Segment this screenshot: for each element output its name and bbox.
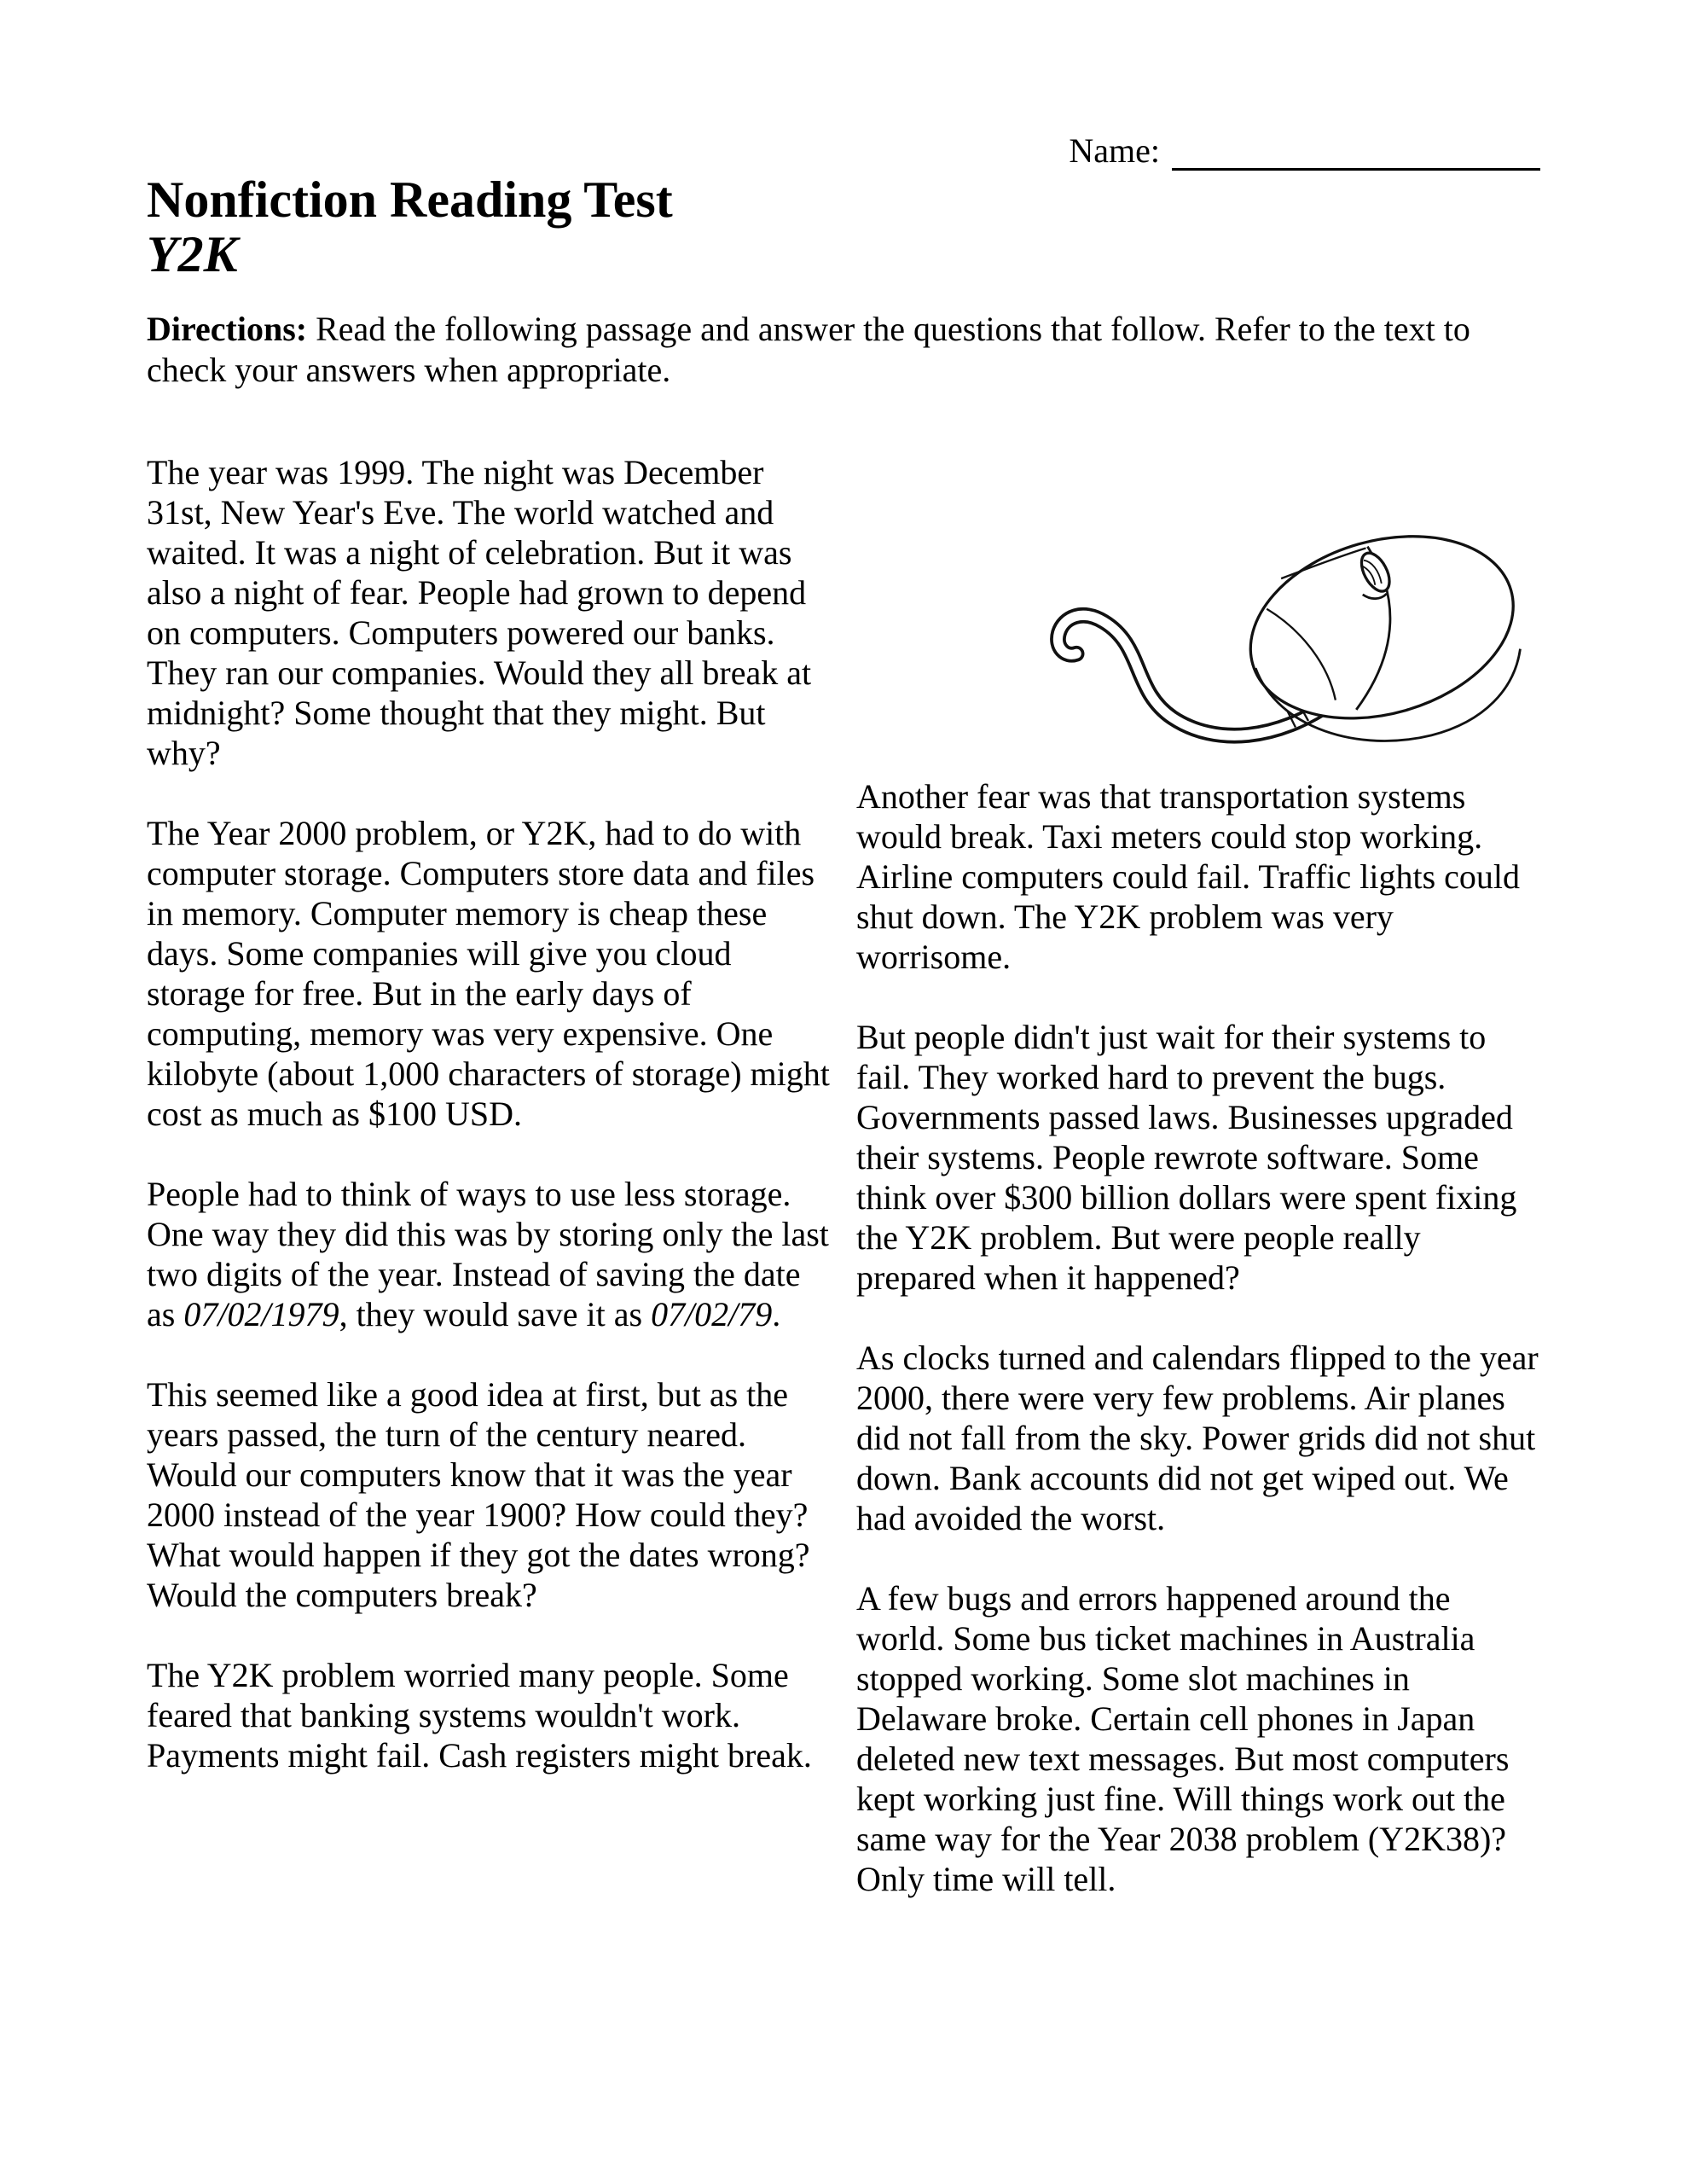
passage-paragraph: People had to think of ways to use less storage. One way they did this was by storing only the last two digits of the year. Instead of saving the date as 07/02/1979, they would save it as 07/02/79. xyxy=(147,1175,829,1333)
passage-paragraph: The Year 2000 problem, or Y2K, had to do with computer storage. Computers store data and files in memory. Computer memory is cheap these days. Some companies will give you cloud storage for free. But in the early days of computing, memory was very expensive. One kilobyte (about 1,000 characters of storage) might cost as much as $100 USD. xyxy=(147,814,830,1133)
directions-text: Read the following passage and answer the questions that follow. Refer to the text to check your answers when appropriate. xyxy=(147,310,1470,389)
passage-columns xyxy=(147,452,1540,1939)
passage-paragraph: The Y2K problem worried many people. Some feared that banking systems wouldn't work. Payments might fail. Cash registers might break. xyxy=(147,1656,812,1774)
name-input-line[interactable] xyxy=(1172,132,1540,171)
right-column-text xyxy=(856,776,1540,1899)
name-row xyxy=(147,126,1540,171)
left-column xyxy=(147,452,831,1939)
passage-paragraph: The year was 1999. The night was December 31st, New Year's Eve. The world watched and waited. It was a night of celebration. But it was also a night of fear. People had grown to depend on computers. Computers powered our banks. They ran our companies. Would they all break at midnight? Some thought that they might. But why? xyxy=(147,453,812,772)
right-column xyxy=(856,452,1540,1939)
passage-paragraph: This seemed like a good idea at first, but as the years passed, the turn of the century neared. Would our computers know that it was the year 2000 instead of the year 1900? How could they? What would happen if they got the dates wrong? Would the computers break? xyxy=(147,1375,810,1614)
computer-mouse-icon xyxy=(1014,495,1526,768)
passage-paragraph: But people didn't just wait for their systems to fail. They worked hard to prevent the bugs. Governments passed laws. Businesses upgraded their systems. People rewrote software. Some think over $300 billion dollars were spent fixing the Y2K problem. But were people really prepared when it happened? xyxy=(856,1018,1517,1297)
passage-paragraph: As clocks turned and calendars flipped to the year 2000, there were very few problems. Air planes did not fall from the sky. Power grids did not shut down. Bank accounts did not get wiped out. We had avoided the worst. xyxy=(856,1339,1539,1537)
directions xyxy=(147,309,1540,391)
passage-paragraph: Another fear was that transportation systems would break. Taxi meters could stop working. Airline computers could fail. Traffic lights could shut down. The Y2K problem was very worrisome. xyxy=(856,777,1521,976)
page-title: Nonfiction Reading Test xyxy=(147,171,673,228)
page-subtitle: Y2K xyxy=(147,226,238,282)
passage-paragraph: A few bugs and errors happened around the world. Some bus ticket machines in Australia stopped working. Some slot machines in Delaware broke. Certain cell phones in Japan deleted new text messages. But most computers kept working just fine. Will things work out the same way for the Year 2038 problem (Y2K38)? Only time will tell. xyxy=(856,1579,1510,1898)
name-label: Name: xyxy=(1069,131,1160,170)
directions-label: Directions: xyxy=(147,310,308,348)
